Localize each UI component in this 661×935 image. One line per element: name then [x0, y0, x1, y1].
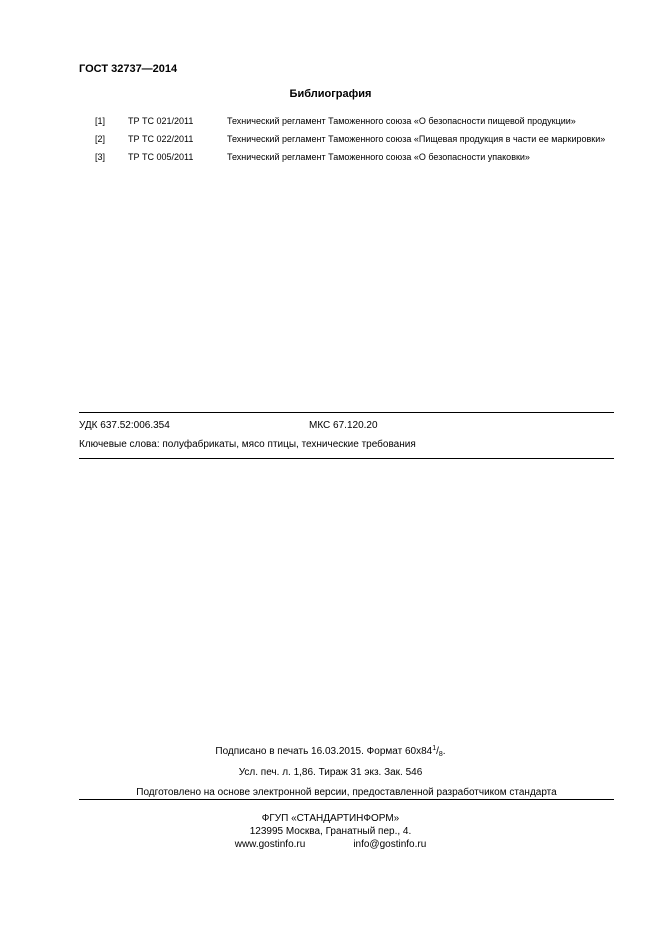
bibliography-item-code: ТР ТС 021/2011: [128, 116, 194, 126]
bibliography-item-text: Технический регламент Таможенного союза «Пищевая продукция в части ее маркировки»: [227, 134, 606, 144]
bibliography-item-number: [2]: [95, 134, 106, 144]
bibliography-item: [95, 134, 609, 145]
email-link[interactable]: info@gostinfo.ru: [353, 839, 427, 850]
bibliography-title: Библиография: [289, 88, 372, 100]
udk-code: УДК 637.52:006.354: [79, 420, 170, 431]
bibliography-item-text: Технический регламент Таможенного союза «О безопасности упаковки»: [227, 152, 530, 162]
publisher-address: 123995 Москва, Гранатный пер., 4.: [249, 826, 412, 837]
signed-for-print: Подписано в печать 16.03.2015. Формат $60x84^1/_8$.: [215, 745, 446, 758]
bibliography-item-code: ТР ТС 005/2011: [128, 152, 194, 162]
document-code: ГОСТ 32737—2014: [79, 63, 178, 75]
bibliography-item: [95, 116, 609, 127]
signed-suffix: .: [442, 746, 446, 757]
divider-bottom: [79, 799, 614, 800]
format-denominator: 8: [438, 751, 443, 758]
bibliography-item-number: [3]: [95, 152, 106, 162]
format-numerator: 1: [432, 745, 437, 752]
publisher-name: ФГУП «СТАНДАРТИНФОРМ»: [261, 813, 400, 824]
publisher-contacts: [0, 839, 661, 850]
prepared-note: Подготовлено на основе электронной версии, предоставленной разработчиком стандарта: [136, 787, 557, 798]
divider-top: [79, 412, 614, 413]
print-info: Усл. печ. л. 1,86. Тираж 31 экз. Зак. 546: [238, 767, 423, 778]
divider-middle: [79, 458, 614, 459]
mks-code: МКС 67.120.20: [309, 420, 378, 431]
bibliography-list: [95, 116, 609, 170]
bibliography-item-text: Технический регламент Таможенного союза «О безопасности пищевой продукции»: [227, 116, 576, 126]
bibliography-item-code: ТР ТС 022/2011: [128, 134, 194, 144]
website-link[interactable]: www.gostinfo.ru: [234, 839, 306, 850]
keywords: Ключевые слова: полуфабрикаты, мясо птицы, технические требования: [79, 439, 416, 450]
signed-prefix: Подписано в печать 16.03.2015. Формат 60x84: [215, 746, 433, 757]
bibliography-item-number: [1]: [95, 116, 106, 126]
bibliography-item: [95, 152, 609, 163]
